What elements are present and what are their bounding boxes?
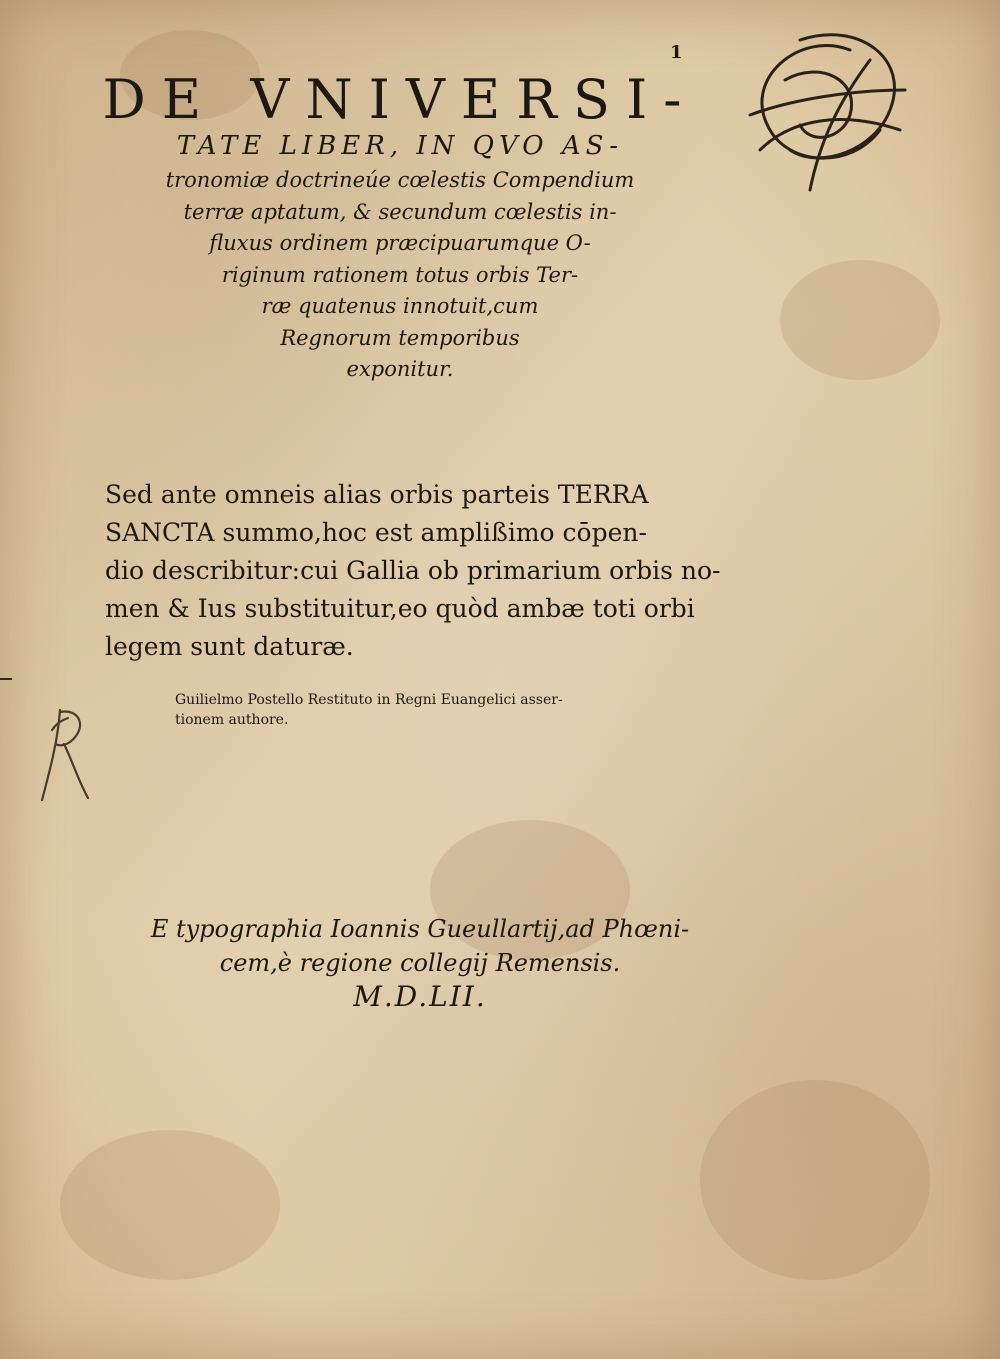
title-text-line: fluxus ordinem præcipuarumque O- (209, 231, 591, 256)
title-subtext (60, 165, 740, 386)
body-text-line: SANCTA summo,hoc est amplißimo cōpen- (105, 518, 647, 547)
monogram-flourish-icon (730, 20, 920, 200)
title-line-2: TATE LIBER, IN QVO AS- (176, 131, 624, 162)
body-text-line: dio describitur:cui Gallia ob primarium orbis no- (105, 556, 721, 585)
author-text-line: Guilielmo Postello Restituto in Regni Euangelici asser- (175, 692, 563, 708)
imprint-text-line: cem,è regione collegij Remensis. (219, 949, 621, 977)
title-text-line: tronomiæ doctrineúe cœlestis Compendium (165, 168, 635, 193)
author-line (175, 690, 635, 730)
title-line-1: DE VNIVERSI- (102, 68, 698, 131)
title-text-line: Regnorum temporibus (280, 325, 520, 350)
handwritten-r-icon (30, 700, 100, 810)
folio-number: 1 (670, 42, 683, 63)
author-text-line: tionem authore. (175, 712, 289, 728)
title-text-line: riginum rationem totus orbis Ter- (221, 262, 579, 287)
title-text-line: terræ aptatum, & secundum cœlestis in- (183, 199, 617, 224)
body-paragraph (105, 476, 721, 666)
title-text-line: ræ quatenus innotuit,cum (261, 294, 539, 319)
body-text-line: legem sunt daturæ. (105, 632, 354, 661)
body-text-line: Sed ante omneis alias orbis parteis TERRA (105, 480, 649, 509)
body-text-line: men & Ius substituitur,eo quòd ambæ toti orbi (105, 594, 695, 623)
title-text-line: exponitur. (346, 357, 454, 382)
imprint-block (120, 912, 720, 1014)
margin-tick (0, 678, 12, 680)
title-block (60, 70, 740, 386)
imprint-text-line: E typographia Ioannis Gueullartij,ad Phœni- (150, 915, 690, 943)
imprint-date: M.D.LII. (353, 980, 487, 1013)
